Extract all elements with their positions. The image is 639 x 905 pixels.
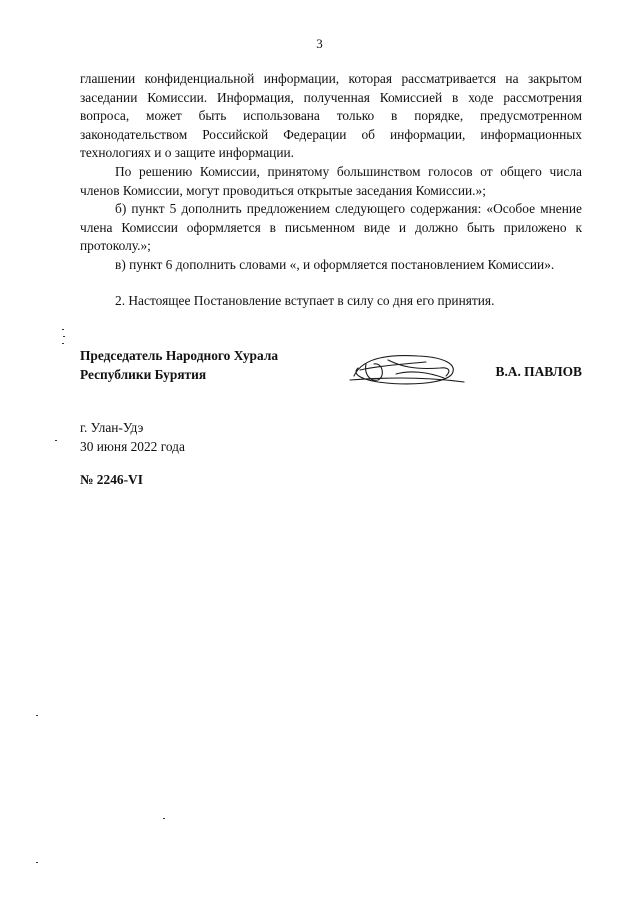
signature-block xyxy=(80,346,582,391)
paragraph-item-b: б) пункт 5 дополнить предложением следующего содержания: «Особое мнение члена Комиссии оформляется в письменном виде и должно быть приложено к протоколу.»; xyxy=(80,201,582,254)
signatory-title-line1: Председатель Народного Хурала xyxy=(80,348,279,363)
handwritten-signature xyxy=(348,346,468,391)
page-number: 3 xyxy=(316,36,323,51)
document-body xyxy=(80,70,582,310)
scan-speck xyxy=(36,715,38,716)
scan-speck xyxy=(163,818,165,819)
place: г. Улан-Удэ xyxy=(80,420,144,435)
signatory-name: В.А. ПАВЛОВ xyxy=(495,364,582,379)
scan-speck xyxy=(62,343,64,344)
signatory-title xyxy=(80,346,278,384)
scan-speck xyxy=(62,329,64,330)
document-number: № 2246-VI xyxy=(80,472,143,487)
signatory-title-line2: Республики Бурятия xyxy=(80,367,207,382)
scan-speck xyxy=(55,440,57,441)
date: 30 июня 2022 года xyxy=(80,439,185,454)
scan-speck xyxy=(63,336,65,337)
paragraph-item-v: в) пункт 6 дополнить словами «, и оформляется постановлением Комиссии». xyxy=(115,256,555,272)
paragraph-effective-date: 2. Настоящее Постановление вступает в силу со дня его принятия. xyxy=(115,292,495,308)
paragraph-open-sessions: По решению Комиссии, принятому большинством голосов от общего числа членов Комиссии, могут проводиться открытые заседания Комиссии.»; xyxy=(80,163,582,198)
scan-speck xyxy=(36,862,38,863)
place-and-date xyxy=(80,418,185,456)
paragraph-continuation: глашении конфиденциальной информации, которая рассматривается на закрытом заседании Комиссии. Информация, полученная Комиссией в ходе рассмотрения вопроса, может быть использована только в порядке, предусмотренном законодательством Российской Федерации об информации, информационных технологиях и о защите информации. xyxy=(80,71,582,161)
